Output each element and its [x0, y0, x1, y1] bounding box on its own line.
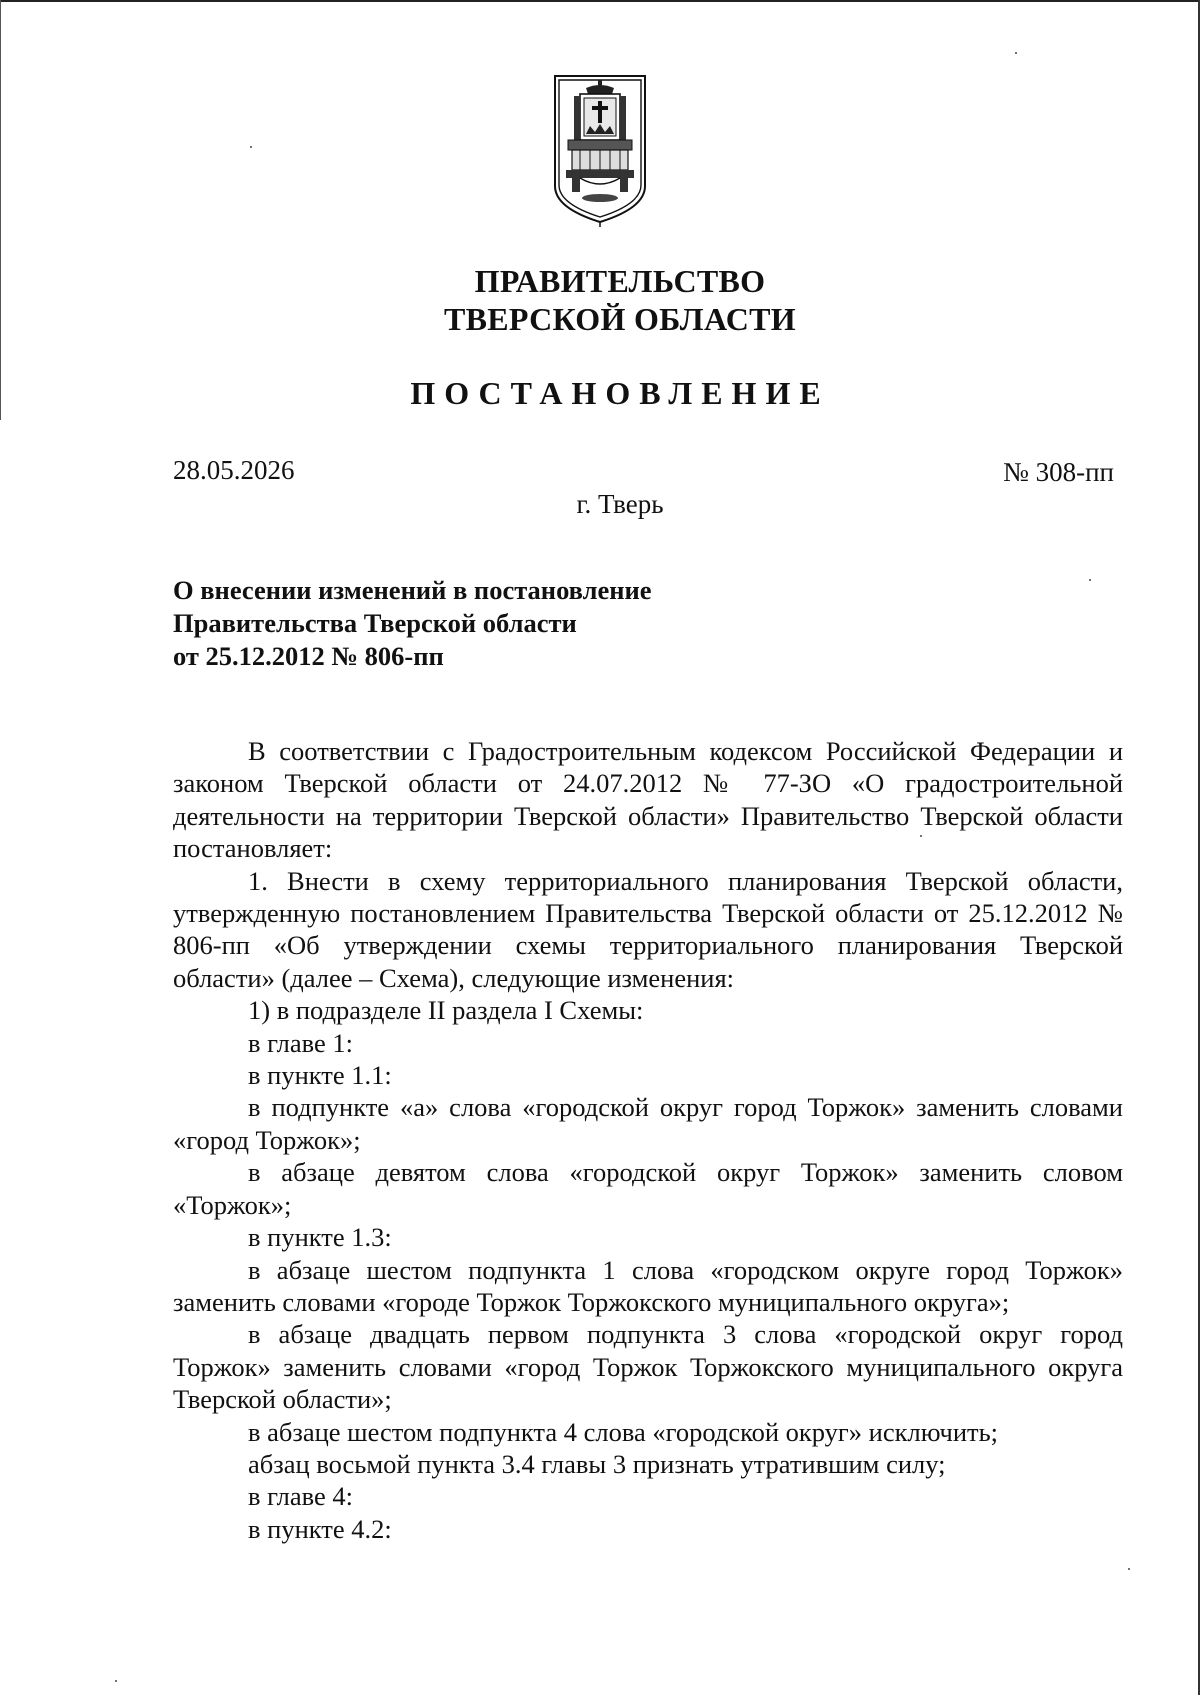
- scan-border-left: [0, 0, 1, 420]
- body-paragraph: в подпункте «а» слова «городской округ город Торжок» заменить словами «город Торжок»;: [173, 1092, 1123, 1155]
- body-paragraph: в пункте 4.2:: [248, 1513, 392, 1544]
- coat-of-arms-icon: [552, 74, 648, 228]
- subject-line: от 25.12.2012 № 806-пп: [173, 641, 444, 671]
- org-name-line-1: ПРАВИТЕЛЬСТВО: [474, 263, 766, 299]
- scan-speck: [1128, 1568, 1130, 1570]
- body-paragraph: в главе 4:: [248, 1481, 354, 1512]
- body-paragraph: в пункте 1.3:: [248, 1222, 392, 1253]
- body-paragraph: в абзаце девятом слова «городской округ Торжок» заменить словом «Торжок»;: [173, 1157, 1123, 1220]
- body-paragraph: 1) в подразделе II раздела I Схемы:: [248, 995, 644, 1026]
- body-paragraph: 1. Внести в схему территориального планирования Тверской области, утвержденную постановлением Правительства Тверской области от 25.12.2012 № 806-пп «Об утверждении схемы территориального планирования Тверской области» (далее – Схема), следующие изменения:: [173, 865, 1123, 993]
- scan-speck: [1015, 52, 1017, 54]
- body-paragraph: в абзаце двадцать первом подпункта 3 слова «городской округ город Торжок» заменить словами «город Торжок Торжокского муниципального округа Тверской области»;: [173, 1319, 1123, 1415]
- subject-line: О внесении изменений в постановление: [173, 575, 652, 605]
- scan-speck: [115, 1680, 117, 1682]
- scan-speck: [250, 146, 252, 148]
- document-body: [173, 735, 1123, 1545]
- document-date: 28.05.2026: [173, 455, 295, 485]
- body-paragraph: в пункте 1.1:: [248, 1060, 392, 1091]
- document-subject: [173, 574, 652, 673]
- body-paragraph: в абзаце шестом подпункта 4 слова «городской округ» исключить;: [248, 1416, 999, 1447]
- document-type-title: ПОСТАНОВЛЕНИЕ: [410, 375, 830, 411]
- org-name-line-2: ТВЕРСКОЙ ОБЛАСТИ: [443, 301, 797, 337]
- body-paragraph: в главе 1:: [248, 1027, 354, 1058]
- scan-speck: [1089, 579, 1091, 581]
- document-number: № 308-пп: [1003, 457, 1114, 487]
- document-city: г. Тверь: [576, 489, 664, 519]
- subject-line: Правительства Тверской области: [173, 608, 577, 638]
- body-paragraph: абзац восьмой пункта 3.4 главы 3 признать утратившим силу;: [248, 1448, 946, 1479]
- scan-border-top: [0, 0, 1200, 2]
- body-paragraph: В соответствии с Градостроительным кодексом Российской Федерации и законом Тверской области от 24.07.2012 № 77-ЗО «О градостроительной деятельности на территории Тверской области» Правительство Тверской области постановляет:: [173, 736, 1123, 864]
- body-paragraph: в абзаце шестом подпункта 1 слова «городском округе город Торжок» заменить словами «городе Торжок Торжокского муниципального округа»;: [173, 1254, 1123, 1317]
